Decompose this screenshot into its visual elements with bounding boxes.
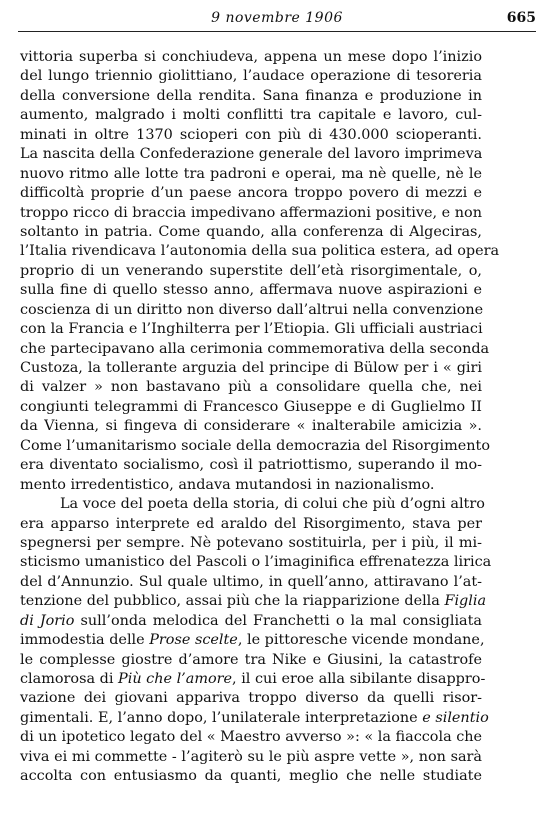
text-line: coscienza di un diritto non diverso dall’altrui nella convenzione (20, 301, 484, 318)
text-run: sull’onda melodica del Franchetti o la mal consigliata (74, 612, 483, 629)
italic-title: di Jorio (20, 612, 75, 629)
text-run: , il cui eroe alla sibilante disappro- (232, 671, 486, 687)
text-line: le complesse giostre d’amore tra Nike e Giusini, la catastrofe (20, 651, 482, 668)
text-line: accolta con entusiasmo da quanti, meglio che nelle studiate (20, 768, 482, 785)
text-line: di un ipotetico legato del « Maestro avverso »: « la fiaccola che (20, 729, 483, 746)
text-line (20, 592, 487, 611)
text-line: La voce del poeta della storia, di colui che più d’ogni altro (60, 496, 485, 513)
italic-title: Prose scelte (149, 632, 238, 649)
page-number: 665 (506, 10, 536, 26)
text-line: vittoria superba si conchiudeva, appena un mese dopo l’inizio (20, 49, 482, 65)
text-line: con la Francia e l’Inghilterra per l’Etiopia. Gli ufficiali austriaci (20, 321, 483, 338)
text-line (20, 670, 486, 689)
text-line: troppo ricco di braccia impedivano affermazioni positive, e non (20, 204, 482, 221)
text-line: minati in oltre 1370 scioperi con più di 430.000 scioperanti. (20, 126, 482, 143)
text-line: aumento, malgrado i molti conflitti tra capitale e lavoro, cul- (20, 107, 482, 124)
text-line: l’Italia rivendicava l’autonomia della sua politica estera, ad opera (20, 243, 500, 260)
text-line: La nascita della Confederazione generale del lavoro imprimeva (20, 146, 483, 163)
text-line: di valzer » non bastavano più a consolidare quella che, nei (20, 379, 482, 396)
text-run: clamorosa di (20, 671, 119, 687)
text-line: difficoltà proprie d’un paese ancora troppo povero di mezzi e (20, 185, 482, 202)
text-line (20, 631, 485, 650)
text-line: mento irredentistico, andava mutandosi in nazionalismo. (20, 476, 435, 493)
text-line: era apparso interprete ed araldo del Risorgimento, stava per (20, 515, 482, 532)
text-line: era diventato socialismo, così il patriottismo, superando il mo- (20, 457, 482, 474)
text-line: Custoza, la tollerante arguzia del principe di Bülow per i « giri (20, 360, 482, 376)
text-line: del d’Annunzio. Sul quale ultimo, in quell’anno, attiravano l’at- (20, 573, 482, 590)
italic-title: e silentio (422, 709, 489, 726)
text-line: soltanto in patria. Come quando, alla conferenza di Algeciras, (20, 223, 482, 240)
text-run: , le pittoresche vicende mondane, (237, 632, 485, 649)
text-line: proprio di un venerando superstite dell’età risorgimentale, o, (20, 262, 482, 279)
italic-title: Più che l’amore (118, 671, 233, 687)
text-line: della conversione della rendita. Sana finanza e produzione in (20, 87, 482, 104)
text-line: vazione dei giovani appariva troppo diverso da quelli risor- (20, 690, 482, 707)
text-line: del lungo triennio giolittiano, l’audace operazione di tesoreria (20, 68, 482, 85)
text-run: gimentali. E, l’anno dopo, l’unilaterale interpretazione (20, 709, 423, 726)
text-run: tenzione del pubblico, assai più che la riapparizione della (20, 593, 445, 610)
italic-title: Figlia (444, 593, 487, 610)
text-line (20, 709, 489, 728)
running-head-date: 9 novembre 1906 (211, 10, 343, 26)
text-line: Come l’umanitarismo sociale della democrazia del Risorgimento (20, 437, 490, 454)
text-line: sulla fine di quello stesso anno, affermava nuove aspirazioni e (20, 282, 482, 299)
text-line: nuovo ritmo alle lotte tra padroni e operai, ma nè quelle, nè le (20, 165, 482, 182)
text-line: che partecipavano alla cerimonia commemorativa della seconda (20, 340, 490, 357)
text-line: viva ei mi commette - l’agiterò su le più aspre vette », non sarà (20, 748, 482, 765)
text-run: immodestia delle (20, 632, 150, 649)
text-line: sticismo umanistico del Pascoli o l’imaginifica effrenatezza lirica (20, 554, 492, 571)
page-header (18, 8, 536, 32)
text-line: congiunti telegrammi di Francesco Giuseppe e di Guglielmo II (20, 398, 482, 415)
text-line: da Vienna, si fingeva di considerare « inalterabile amicizia ». (20, 418, 482, 435)
header-rule (18, 31, 536, 32)
text-line (20, 612, 482, 631)
text-line: spegnersi per sempre. Nè potevano sostituirla, per i più, il mi- (20, 534, 482, 551)
body-text (20, 48, 500, 787)
